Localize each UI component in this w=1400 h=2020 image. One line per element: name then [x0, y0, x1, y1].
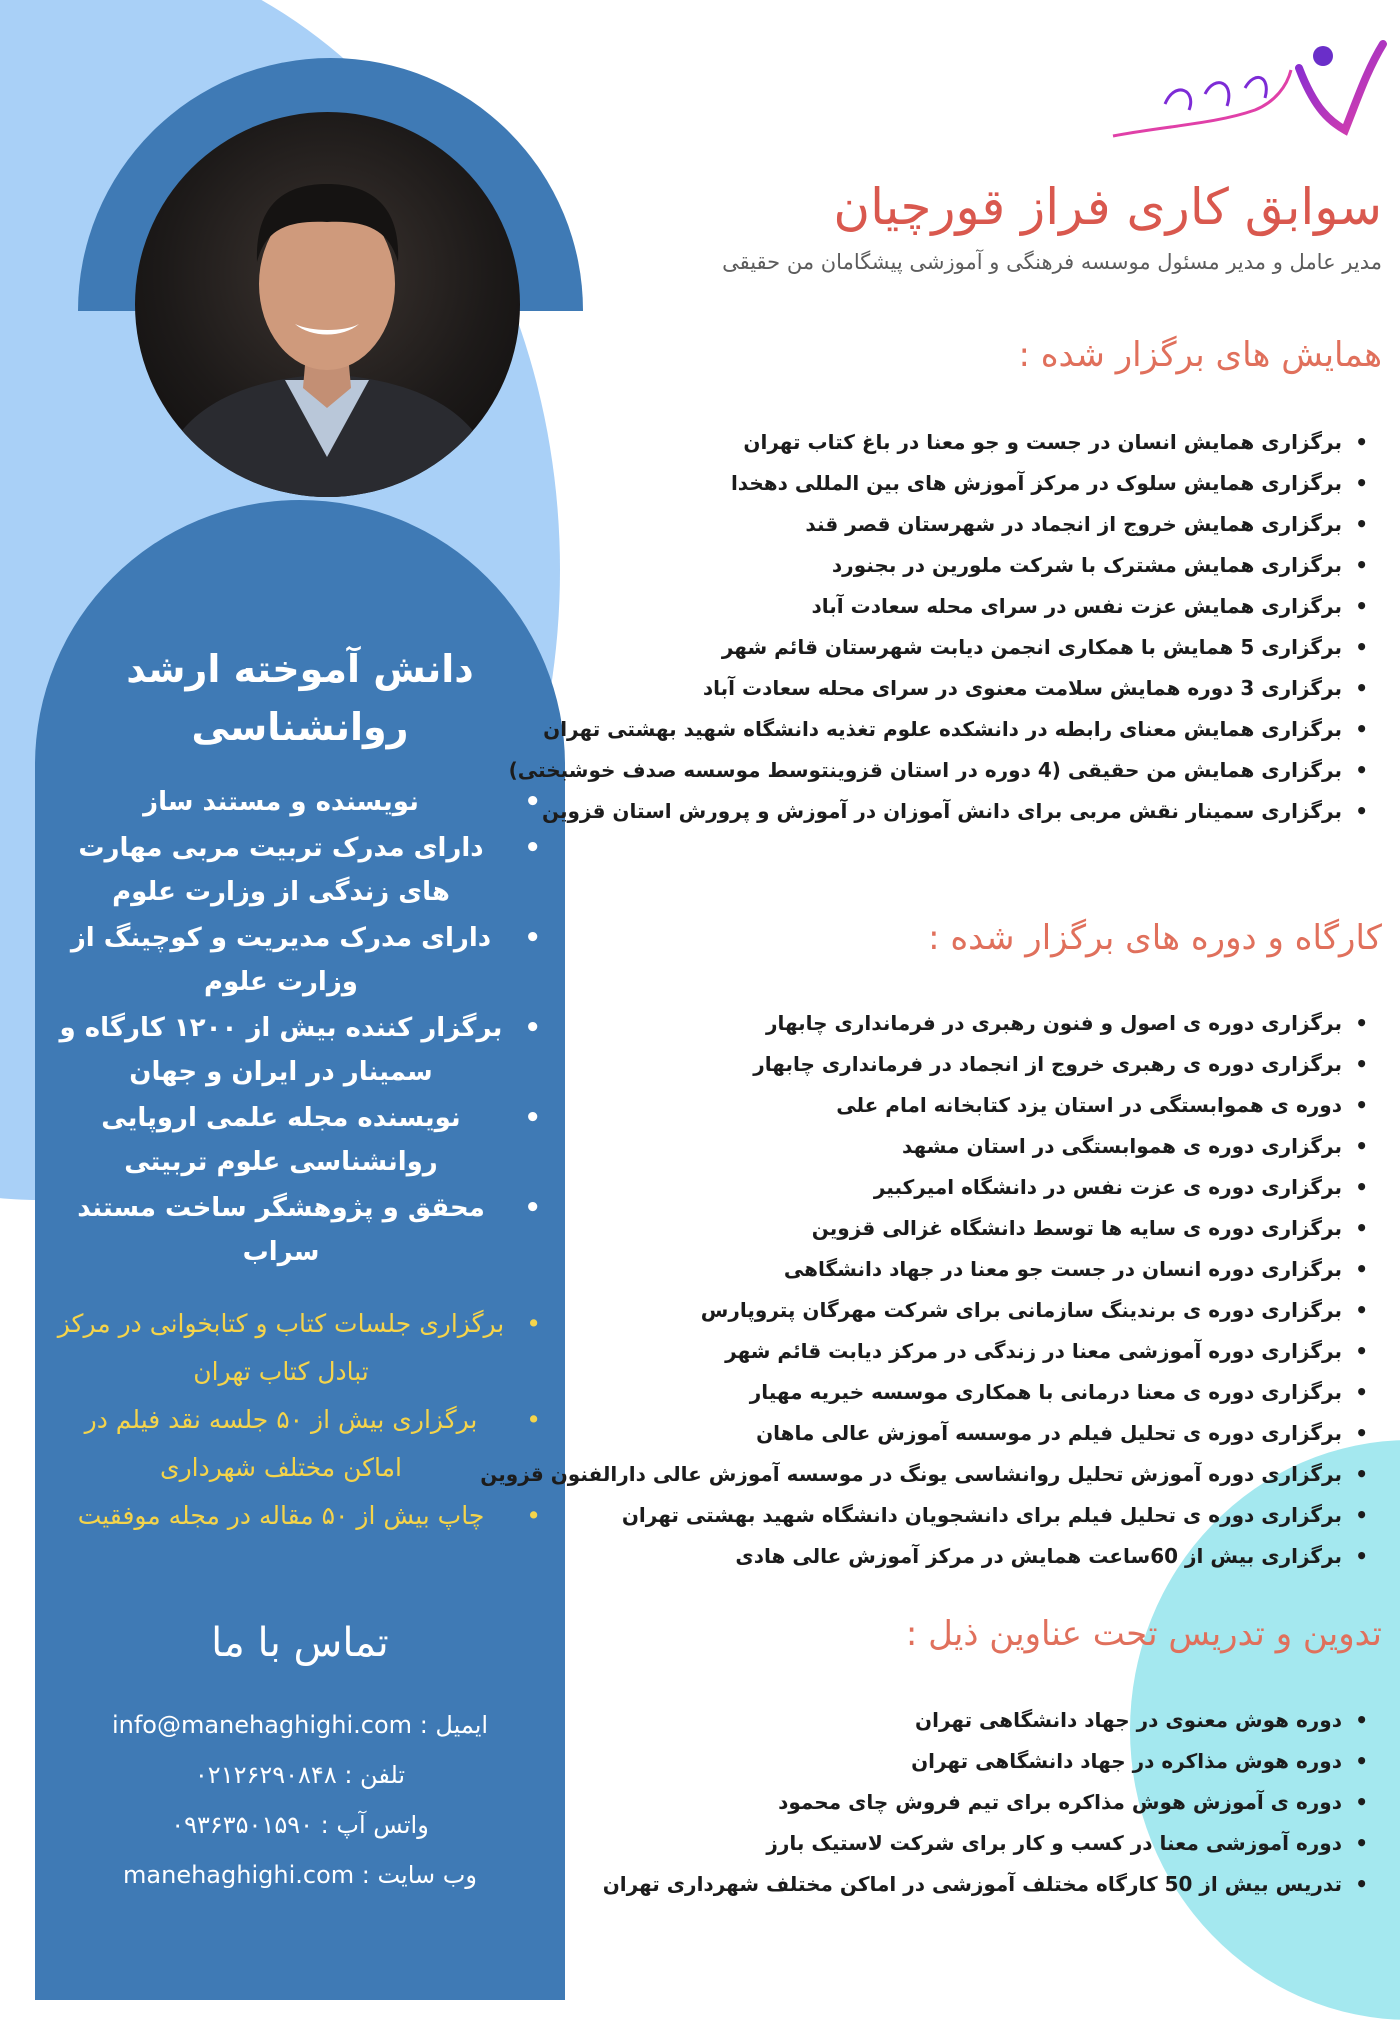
contact-title: تماس با ما [211, 1620, 389, 1666]
list-item: • برگزاری دوره ی تحلیل فیلم برای دانشجویان دانشگاه شهید بهشتی تهران [480, 1495, 1342, 1536]
phone-value: ۰۲۱۲۶۲۹۰۸۴۸ [194, 1761, 337, 1789]
events-list [55, 1300, 545, 1540]
conferences-title: همایش های برگزار شده : [1018, 335, 1382, 375]
list-item: • برگزاری جلسات کتاب و کتابخوانی در مرکز تبادل کتاب تهران [55, 1300, 507, 1396]
contact-phone [35, 1750, 565, 1800]
list-item: • دوره آموزشی معنا در کسب و کار برای شرکت لاستیک بارز [603, 1823, 1342, 1864]
skills-list [55, 780, 545, 1276]
list-item: • تدریس بیش از 50 کارگاه مختلف آموزشی در اماکن مختلف شهرداری تهران [603, 1864, 1342, 1905]
list-item: • برگزاری همایش من حقیقی (4 دوره در استان قزوینتوسط موسسه صدف خوشبختی) [509, 750, 1342, 791]
list-item: • برگزاری دوره ی هموابستگی در استان مشهد [480, 1126, 1342, 1167]
contact-label: ایمیل : [419, 1711, 489, 1739]
list-item: • برگزاری دوره ی تحلیل فیلم در موسسه آموزش عالی ماهان [480, 1413, 1342, 1454]
contact-whatsapp [35, 1800, 565, 1850]
list-item: • دارای مدرک تربیت مربی مهارت های زندگی از وزارت علوم [55, 826, 507, 914]
page-subtitle: مدیر عامل و مدیر مسئول موسسه فرهنگی و آموزشی پیشگامان من حقیقی [722, 250, 1382, 274]
list-item: • برگزاری بیش از 60ساعت همایش در مرکز آموزش عالی هادی [480, 1536, 1342, 1577]
whatsapp-value: ۰۹۳۶۳۵۰۱۵۹۰ [171, 1811, 313, 1839]
list-item: • برگزاری دوره ی رهبری خروج از انجماد در فرمانداری چابهار [480, 1044, 1342, 1085]
logo [1105, 30, 1395, 150]
list-item: • دوره ی آموزش هوش مذاکره برای تیم فروش چای محمود [603, 1782, 1342, 1823]
contact-email [35, 1700, 565, 1750]
list-item: • برگزاری همایش خروج از انجماد در شهرستان قصر قند [509, 504, 1342, 545]
skills-title: دانش آموخته ارشد روانشناسی [126, 647, 474, 749]
list-item: • برگزاری دوره آموزشی معنا در زندگی در مرکز دیابت قائم شهر [480, 1331, 1342, 1372]
teaching-list [603, 1700, 1372, 1905]
website-link[interactable]: manehaghighi.com [123, 1861, 355, 1889]
list-item: • نویسنده مجله علمی اروپایی روانشناسی علوم تربیتی [55, 1096, 507, 1184]
list-item: • دوره هوش معنوی در جهاد دانشگاهی تهران [603, 1700, 1342, 1741]
conferences-list [509, 422, 1372, 832]
list-item: • دوره ی هموابستگی در استان یزد کتابخانه امام علی [480, 1085, 1342, 1126]
list-item: • برگزاری همایش معنای رابطه در دانشکده علوم تغذیه دانشگاه شهید بهشتی تهران [509, 709, 1342, 750]
contact-label: وب سایت : [361, 1861, 477, 1889]
list-item: • برگزاری دوره ی سایه ها توسط دانشگاه غزالی قزوین [480, 1208, 1342, 1249]
list-item: • برگزاری همایش انسان در جست و جو معنا در باغ کتاب تهران [509, 422, 1342, 463]
page-title: سوابق کاری فراز قورچیان [833, 178, 1382, 236]
list-item: • نویسنده و مستند ساز [55, 780, 507, 824]
workshops-list [480, 1003, 1372, 1577]
teaching-title: تدوین و تدریس تحت عناوین ذیل : [905, 1614, 1382, 1654]
list-item: • دوره هوش مذاکره در جهاد دانشگاهی تهران [603, 1741, 1342, 1782]
list-item: • چاپ بیش از ۵۰ مقاله در مجله موفقیت [55, 1492, 507, 1540]
figure-with-arms-raised-logo-icon [1105, 30, 1395, 150]
list-item: • برگزاری دوره ی معنا درمانی با همکاری موسسه خیریه مهیار [480, 1372, 1342, 1413]
list-item: • برگزاری بیش از ۵۰ جلسه نقد فیلم در اماکن مختلف شهرداری [55, 1396, 507, 1492]
email-link[interactable]: info@manehaghighi.com [111, 1711, 413, 1739]
list-item: • برگزاری همایش سلوک در مرکز آموزش های بین المللی دهخدا [509, 463, 1342, 504]
list-item: • برگزاری همایش مشترک با شرکت ملورین در بجنورد [509, 545, 1342, 586]
list-item: • برگزاری همایش عزت نفس در سرای محله سعادت آباد [509, 586, 1342, 627]
contact-website [35, 1850, 565, 1900]
list-item: • برگزاری 5 همایش با همکاری انجمن دیابت شهرستان قائم شهر [509, 627, 1342, 668]
list-item: • برگزاری 3 دوره همایش سلامت معنوی در سرای محله سعادت آباد [509, 668, 1342, 709]
list-item: • محقق و پژوهشگر ساخت مستند سراب [55, 1186, 507, 1274]
profile-photo [135, 112, 520, 497]
list-item: • برگزاری دوره ی عزت نفس در دانشگاه امیرکبیر [480, 1167, 1342, 1208]
list-item: • برگزاری دوره انسان در جست جو معنا در جهاد دانشگاهی [480, 1249, 1342, 1290]
contact-label: واتس آپ : [320, 1811, 429, 1839]
contact-label: تلفن : [344, 1761, 406, 1789]
list-item: • برگزاری دوره ی برندینگ سازمانی برای شرکت مهرگان پتروپارس [480, 1290, 1342, 1331]
list-item: • برگزاری سمینار نقش مربی برای دانش آموزان در آموزش و پرورش استان قزوین [509, 791, 1342, 832]
list-item: • برگزاری دوره ی اصول و فنون رهبری در فرمانداری چابهار [480, 1003, 1342, 1044]
list-item: • برگزاری دوره آموزش تحلیل روانشاسی یونگ در موسسه آموزش عالی دارالفنون قزوین [480, 1454, 1342, 1495]
list-item: • دارای مدرک مدیریت و کوچینگ از وزارت علوم [55, 916, 507, 1004]
list-item: • برگزار کننده بیش از ۱۲۰۰ کارگاه و سمینار در ایران و جهان [55, 1006, 507, 1094]
person-portrait-icon [135, 112, 520, 497]
workshops-title: کارگاه و دوره های برگزار شده : [928, 918, 1382, 958]
contact-info [35, 1700, 565, 1900]
